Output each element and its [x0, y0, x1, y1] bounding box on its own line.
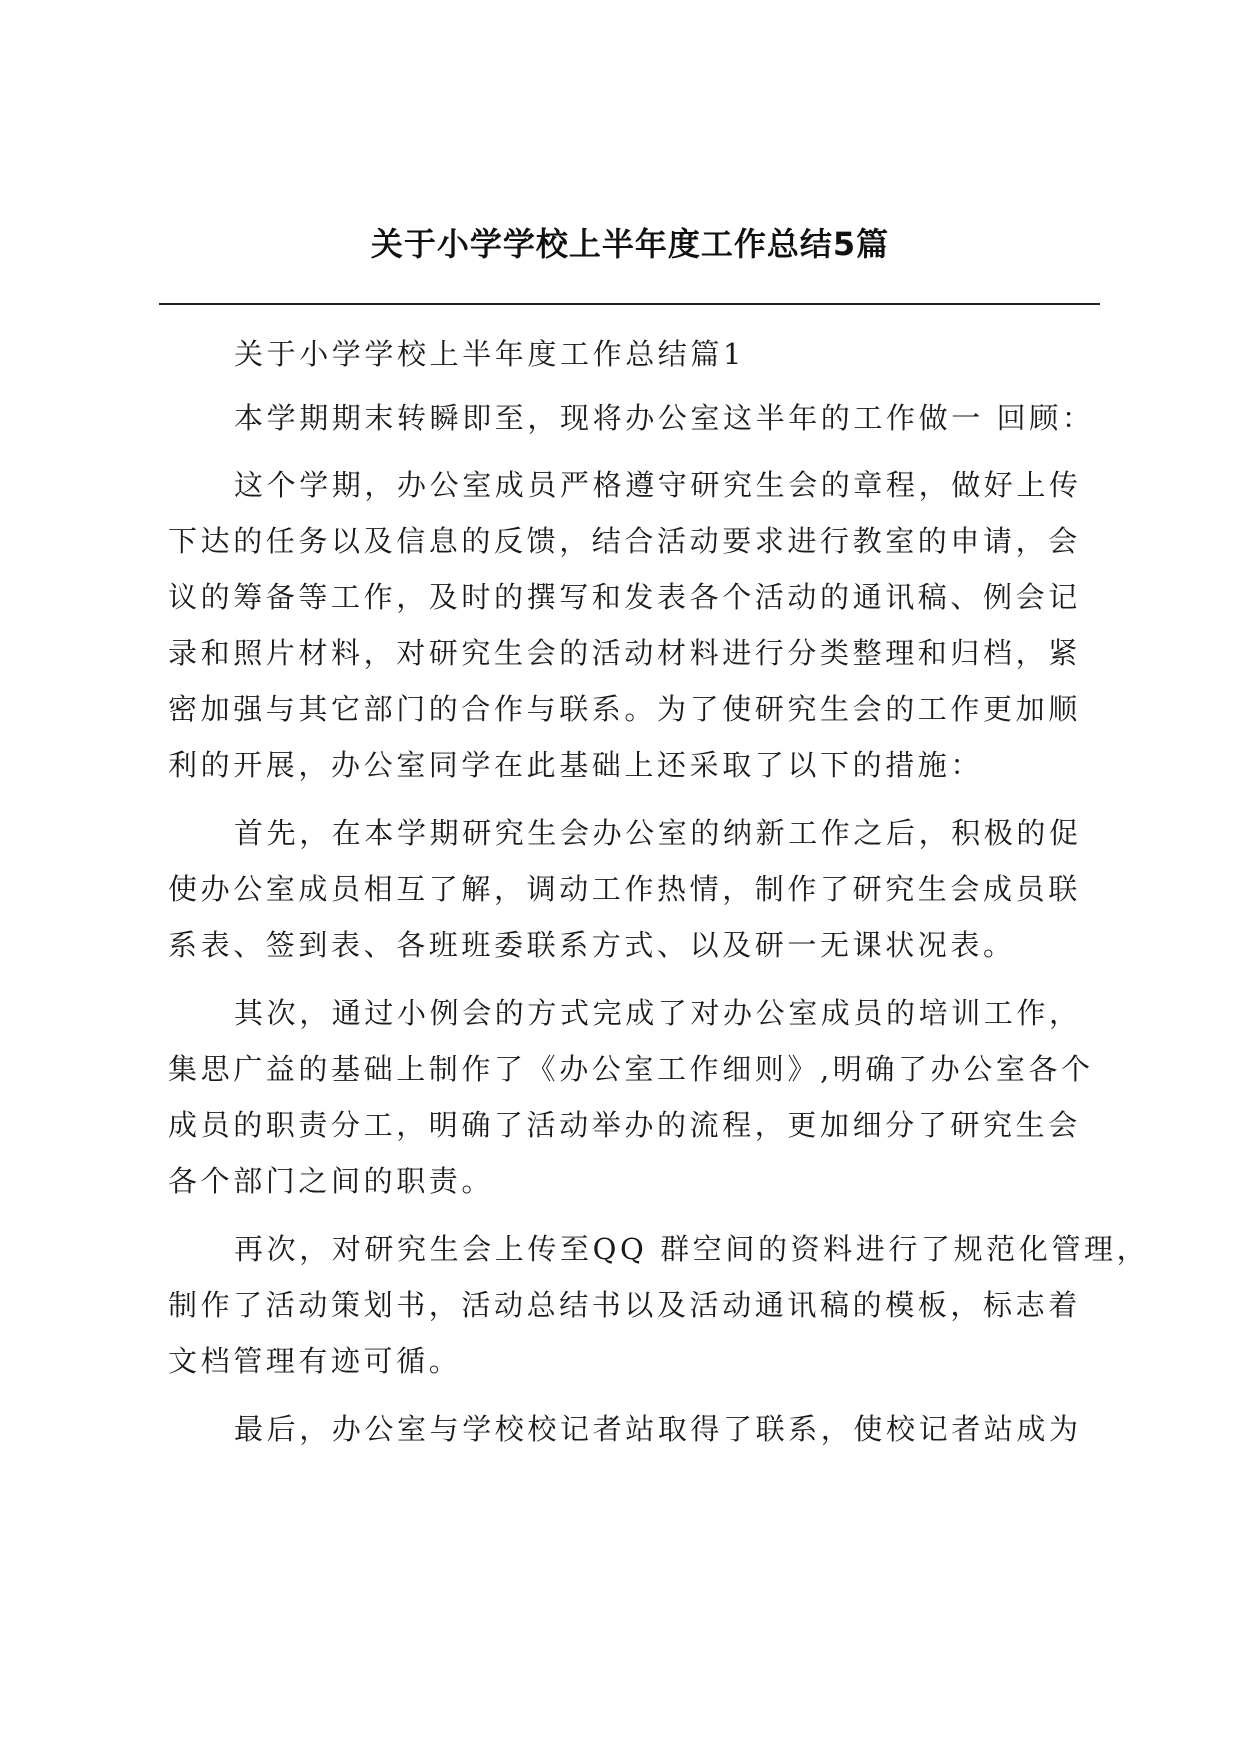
- paragraph-line: 这个学期，办公室成员严格遵守研究生会的章程，做好上传: [234, 468, 1082, 502]
- intro-line: 本学期期末转瞬即至，现将办公室这半年的工作做一 回顾：: [234, 401, 1095, 435]
- paragraph-line: 系表、签到表、各班班委联系方式、以及研一无课状况表。: [168, 928, 1016, 962]
- paragraph-line: 使办公室成员相互了解，调动工作热情，制作了研究生会成员联: [168, 872, 1081, 906]
- paragraph-line: 再次，对研究生会上传至QQ 群空间的资料进行了规范化管理，: [234, 1232, 1150, 1266]
- section-heading: 关于小学学校上半年度工作总结篇1: [234, 337, 746, 371]
- document-title: 关于小学学校上半年度工作总结5篇: [370, 225, 890, 263]
- paragraph-line: 密加强与其它部门的合作与联系。为了使研究生会的工作更加顺: [168, 692, 1081, 726]
- paragraph-line: 文档管理有迹可循。: [168, 1344, 462, 1378]
- paragraph-line: 成员的职责分工，明确了活动举办的流程，更加细分了研究生会: [168, 1108, 1081, 1142]
- paragraph-line: 下达的任务以及信息的反馈，结合活动要求进行教室的申请，会: [168, 524, 1081, 558]
- paragraph-line: 集思广益的基础上制作了《办公室工作细则》,明确了办公室各个: [168, 1052, 1094, 1086]
- paragraph-line: 其次，通过小例会的方式完成了对办公室成员的培训工作，: [234, 996, 1082, 1030]
- paragraph-line: 录和照片材料，对研究生会的活动材料进行分类整理和归档，紧: [168, 636, 1081, 670]
- paragraph-line: 议的筹备等工作，及时的撰写和发表各个活动的通讯稿、例会记: [168, 580, 1081, 614]
- title-underline: [159, 303, 1100, 305]
- paragraph-line: 首先，在本学期研究生会办公室的纳新工作之后，积极的促: [234, 816, 1082, 850]
- paragraph-line: 最后，办公室与学校校记者站取得了联系，使校记者站成为: [234, 1412, 1082, 1446]
- paragraph-line: 制作了活动策划书，活动总结书以及活动通讯稿的模板，标志着: [168, 1288, 1081, 1322]
- paragraph-line: 利的开展，办公室同学在此基础上还采取了以下的措施：: [168, 748, 984, 782]
- paragraph-line: 各个部门之间的职责。: [168, 1164, 495, 1198]
